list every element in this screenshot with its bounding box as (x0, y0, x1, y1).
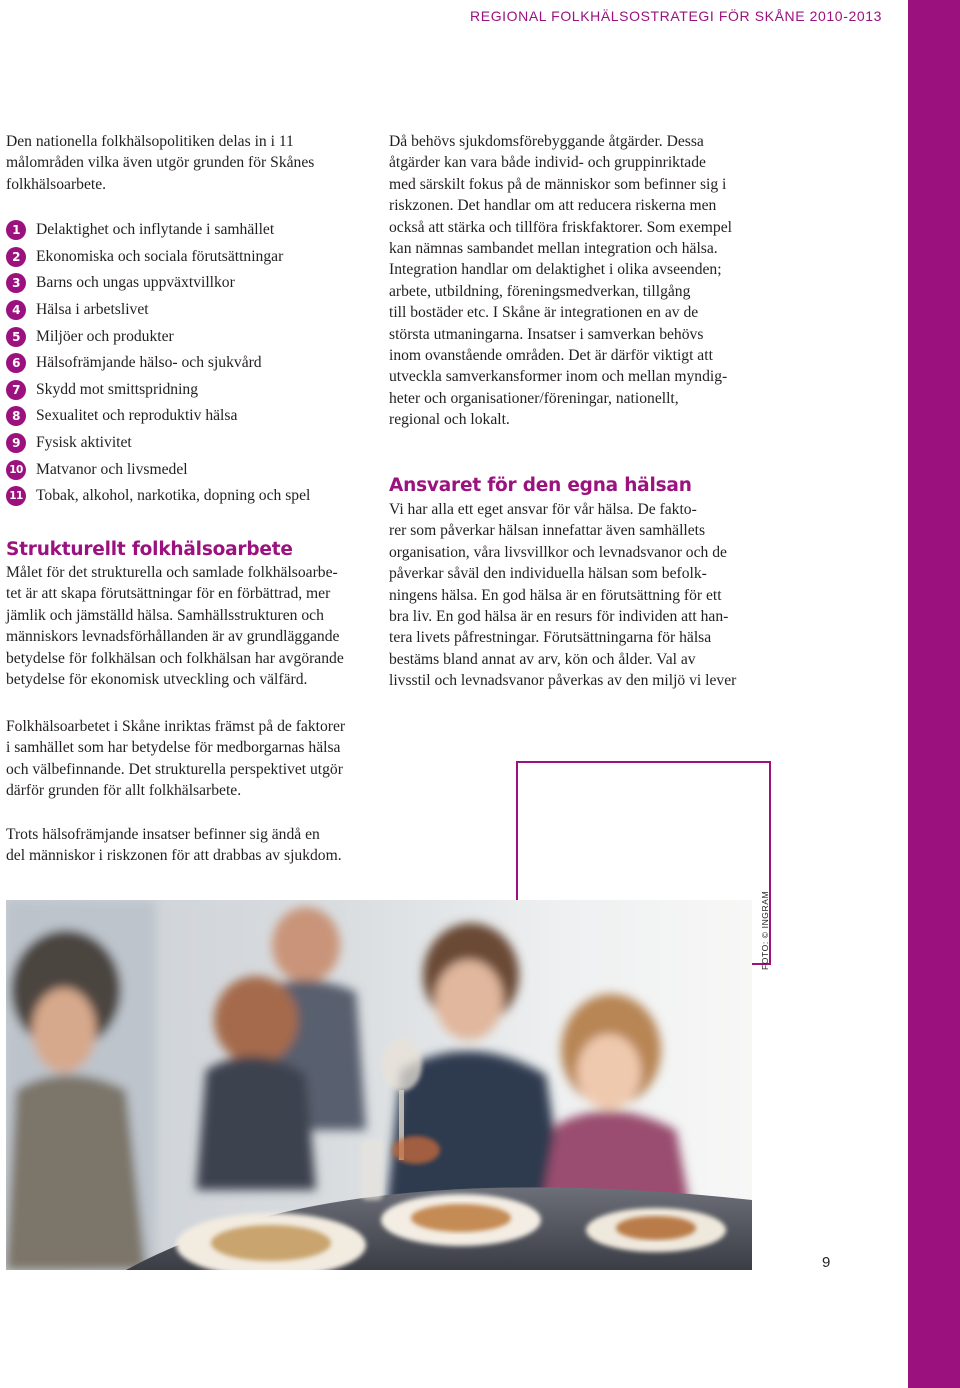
paragraph-line: Trots hälsofrämjande insatser befinner sig ändå en (6, 826, 320, 843)
goal-label: Hälsofrämjande hälso- och sjukvård (36, 354, 262, 372)
goal-number-badge: 8 (6, 406, 26, 426)
paragraph-line: regional och lokalt. (389, 411, 510, 429)
goal-label: Hälsa i arbetslivet (36, 301, 149, 319)
paragraph-line: heter och organisationer/föreningar, nationellt, (389, 389, 679, 407)
goal-item (6, 350, 310, 377)
goal-number-badge: 1 (6, 220, 26, 240)
paragraph-line: bra liv. En god hälsa är en resurs för individen att han- (389, 608, 729, 626)
running-header: REGIONAL FOLKHÄLSOSTRATEGI FÖR SKÅNE 2010-2013 (470, 8, 882, 24)
paragraph-line: betydelse för ekonomisk utveckling och välfärd. (6, 671, 308, 689)
paragraph-line: därför grunden för allt folkhälsarbete. (6, 782, 242, 800)
paragraph-line: inom ovanstående områden. Det är därför viktigt att (389, 347, 713, 365)
focus-paragraph (6, 716, 345, 802)
paragraph-line: rer som påverkar hälsan innefattar även samhällets (389, 522, 706, 540)
paragraph-line: kan nämnas sambandet mellan integration och hälsa. (389, 240, 718, 258)
paragraph-line: bestäms bland annat av arv, kön och ålder. Val av (389, 650, 696, 668)
goal-label: Fysisk aktivitet (36, 434, 132, 452)
paragraph-line: tera livets påfrestningar. Förutsättningarna för hälsa (389, 629, 712, 647)
goal-number-badge: 7 (6, 380, 26, 400)
paragraph-line: också att stärka och tillföra friskfaktorer. Som exempel (389, 218, 732, 236)
risk-paragraph (6, 824, 342, 867)
goal-item (6, 244, 310, 271)
section-heading-structural: Strukturellt folkhälsoarbete (6, 539, 293, 560)
paragraph-line: livsstil och levnadsvanor påverkas av den miljö vi lever (389, 672, 737, 690)
paragraph-line: tet är att skapa förutsättningar för en förbättrad, mer (6, 585, 331, 603)
paragraph-line: människors levnadsförhållanden är av grundläggande (6, 628, 340, 646)
section-heading-responsibility: Ansvaret för den egna hälsan (389, 475, 692, 496)
goal-item (6, 270, 310, 297)
prevention-paragraph (389, 131, 732, 431)
goal-label: Skydd mot smittspridning (36, 380, 199, 398)
paragraph-line: ningens hälsa. En god hälsa är en förutsättning för ett (389, 586, 722, 604)
paragraph-line: riskzonen. Det handlar om att reducera riskerna men (389, 197, 717, 215)
goal-number-badge: 11 (6, 486, 26, 506)
responsibility-paragraph (389, 499, 736, 692)
goal-item (6, 297, 310, 324)
intro-paragraph (6, 131, 314, 195)
goal-number-badge: 3 (6, 273, 26, 293)
paragraph-line: med särskilt fokus på de människor som befinner sig i (389, 175, 727, 193)
paragraph-line: jämlik och jämställd hälsa. Samhällsstrukturen och (6, 606, 324, 624)
goal-number-badge: 2 (6, 247, 26, 267)
paragraph-line: betydelse för folkhälsan och folkhälsan har avgörande (6, 649, 344, 667)
intro-line: målområden vilka även utgör grunden för Skånes (6, 154, 315, 172)
paragraph-line: Då behövs sjukdomsförebyggande åtgärder. Dessa (389, 133, 704, 150)
paragraph-line: del människor i riskzonen för att drabbas av sjukdom. (6, 847, 342, 865)
paragraph-line: Vi har alla ett eget ansvar för vår hälsa. De fakto- (389, 501, 697, 518)
goal-item (6, 323, 310, 350)
paragraph-line: i samhället som har betydelse för medborgarnas hälsa (6, 739, 341, 757)
goal-item (6, 377, 310, 404)
goal-number-badge: 6 (6, 353, 26, 373)
goal-item (6, 430, 310, 457)
goal-item (6, 217, 310, 244)
paragraph-line: och välbefinnande. Det strukturella perspektivet utgör (6, 760, 343, 778)
photo-credit: FOTO: © INGRAM (760, 890, 770, 970)
goal-number-badge: 5 (6, 327, 26, 347)
photo-illustration (6, 900, 752, 1270)
goal-number-badge: 9 (6, 433, 26, 453)
goal-item (6, 483, 310, 510)
family-dinner-photo (6, 900, 752, 1270)
paragraph-line: största utmaningarna. Insatser i samverkan behövs (389, 325, 704, 343)
paragraph-line: åtgärder kan vara både individ- och gruppinriktade (389, 154, 706, 172)
goal-label: Sexualitet och reproduktiv hälsa (36, 407, 238, 425)
goal-label: Tobak, alkohol, narkotika, dopning och spel (36, 487, 311, 505)
goal-number-badge: 10 (6, 460, 26, 480)
goal-label: Delaktighet och inflytande i samhället (36, 221, 275, 239)
public-health-goal-list (6, 217, 310, 510)
paragraph-line: Folkhälsoarbetet i Skåne inriktas främst på de faktorer (6, 718, 346, 735)
paragraph-line: påverkar såväl den individuella hälsan som befolk- (389, 565, 707, 583)
intro-line: folkhälsoarbete. (6, 175, 107, 193)
paragraph-line: utveckla samverkansformer inom och mellan myndig- (389, 368, 728, 386)
goal-label: Miljöer och produkter (36, 327, 174, 345)
goal-item (6, 456, 310, 483)
structural-paragraph (6, 562, 344, 690)
page-edge-color-band (908, 0, 960, 1388)
goal-item (6, 403, 310, 430)
page-number: 9 (822, 1254, 831, 1271)
paragraph-line: Målet för det strukturella och samlade folkhälsoarbe- (6, 564, 338, 581)
paragraph-line: arbete, utbildning, föreningsmedverkan, tillgång (389, 282, 691, 300)
paragraph-line: organisation, våra livsvillkor och levnadsvanor och de (389, 543, 727, 561)
goal-label: Barns och ungas uppväxtvillkor (36, 274, 235, 292)
paragraph-line: till bostäder etc. I Skåne är integrationen en av de (389, 304, 699, 322)
goal-label: Ekonomiska och sociala förutsättningar (36, 247, 284, 265)
paragraph-line: Integration handlar om delaktighet i olika avseenden; (389, 261, 722, 279)
goal-label: Matvanor och livsmedel (36, 460, 188, 478)
intro-line: Den nationella folkhälsopolitiken delas in i 11 (6, 133, 294, 150)
goal-number-badge: 4 (6, 300, 26, 320)
